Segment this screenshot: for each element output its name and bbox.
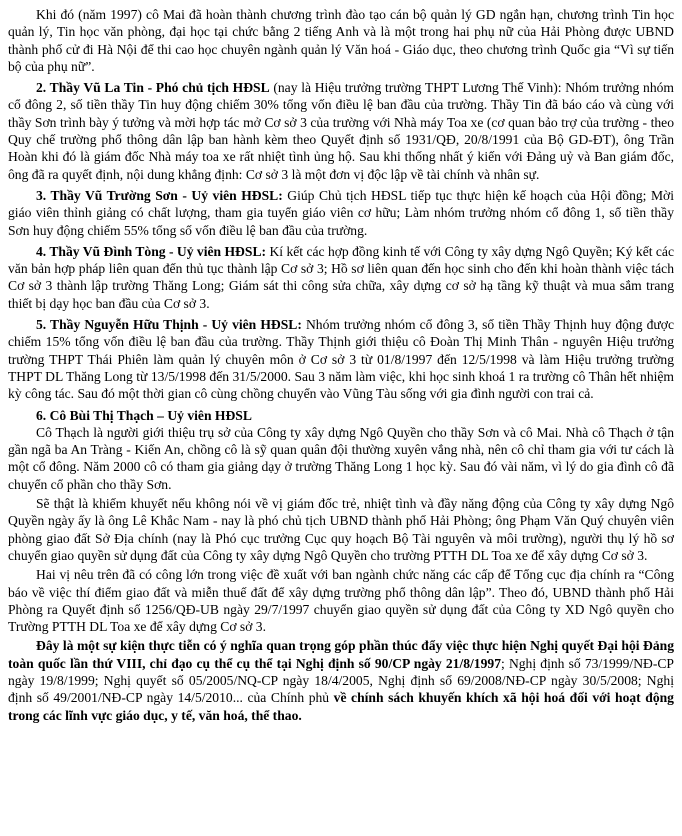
section-6-paragraph-3: Hai vị nêu trên đã có công lớn trong việc đề xuất với ban ngành chức năng các cấp để Tổng cục địa chính ra “Công báo về việc thí điểm giao đất và miễn thuế đất để xây dựng trường phổ thông dân lập”. Theo đó, UBND thành phố Hải Phòng ra Quyết định số 1256/QĐ-UB ngày 29/7/1997 chuyển giao quyền sử dụng đất của Công ty XD Ngô quyền cho Trường PTTH DL Toa xe để xây dựng Cơ sở 3.	[8, 567, 674, 635]
section-6-paragraph-2: Sẽ thật là khiếm khuyết nếu không nói về vị giám đốc trẻ, nhiệt tình và đầy năng động của Công ty xây dựng Ngô Quyền ngày ấy là ông Lê Khắc Nam - nay là phó chủ tịch UBND thành phố Hải Phòng; ông Phạm Văn Quý chuyên viên phòng giao đất Sở Địa chính (nay là Phó cục trưởng Cục quy hoạch Bộ Tài nguyên và môi trường), người thụ lý hồ sơ chuyển giao quyền sử dụng đất của Công ty xây dựng Ngô Quyền cho trường PTTH DL Toa xe để xây dựng Cơ sở 3.	[8, 496, 674, 563]
section-3-text: Giúp Chủ tịch HĐSL tiếp tục thực hiện kế hoạch của Hội đồng; Mời giáo viên thỉnh giảng có chất lượng, tham gia tuyển giáo viên cơ hữu; Làm nhóm trưởng nhóm cổ đông 1, số tiền thầy Sơn huy động chiếm 55% tổng số vốn điều lệ ban đầu của trường.	[8, 187, 674, 238]
closing-paragraph	[8, 637, 674, 723]
section-2-paragraph	[8, 79, 674, 183]
section-3-paragraph	[8, 187, 674, 239]
closing-bold-2: về chính sách khuyến khích xã hội hoá đối với hoạt động trong các lĩnh vực giáo dục, y tế, văn hoá, thể thao.	[8, 690, 674, 723]
section-4-heading: 4. Thầy Vũ Đình Tòng - Uỷ viên HĐSL:	[36, 243, 267, 259]
section-6-heading: 6. Cô Bùi Thị Thạch – Uỷ viên HĐSL	[36, 407, 252, 423]
section-2-text: (nay là Hiệu trưởng trường THPT Lương Thế Vinh): Nhóm trưởng nhóm cổ đông 2, số tiền thầy Tin huy động chiếm 30% tổng vốn điều lệ ban đầu của trường. Thầy Tin đã báo cáo và cùng với thầy Sơn trình bày ý tưởng và mời hợp tác mở Cơ sở 3 của trường với Nhà máy Toa xe (cơ quan bảo trợ của trường - theo Quy chế trường phổ thông dân lập ban hành kèm theo Quyết định số 1931/QĐ, 20/8/1991 của Bộ GD-ĐT), ông Trần Hoàn khi đó là giám đốc Nhà máy toa xe rất nhiệt tình ủng hộ. Sau khi thống nhất ý kiến với Đảng uỷ và Ban giám đốc, ông đã ra quyết định, nội dung khẳng định: Cơ sở 3 là một đơn vị độc lập về tài chính và nhân sự.	[8, 80, 674, 182]
closing-bold-1: Đây là một sự kiện thực tiễn có ý nghĩa quan trọng góp phần thúc đẩy việc thực hiện Nghị quyết Đại hội Đảng toàn quốc lần thứ VIII, chỉ đạo cụ thể cụ thể tại Nghị định số 90/CP ngày 21/8/1997	[8, 638, 674, 671]
section-5-paragraph	[8, 316, 674, 402]
section-2-heading: 2. Thầy Vũ La Tin - Phó chủ tịch HĐSL	[36, 80, 270, 96]
section-6-paragraph-1: Cô Thạch là người giới thiệu trụ sở của Công ty xây dựng Ngô Quyền cho thầy Sơn và cô Mai. Nhà cô Thạch ở tận gần ngã ba An Tràng - Kiến An, chồng cô là sỹ quan quân đội thường xuyên vắng nhà, nên cô chỉ tham gia với tư cách là một cổ đông. Năm 2000 cô có tham gia giảng dạy ở trường Thăng Long 1 học kỳ. Sau đó vài năm, vì lý do gia đình cô đã chuyển cổ phần cho thầy Sơn.	[8, 424, 674, 492]
section-4-paragraph	[8, 243, 674, 312]
section-5-heading: 5. Thầy Nguyễn Hữu Thịnh - Uỷ viên HĐSL:	[36, 317, 302, 333]
section-4-text: Kí kết các hợp đồng kinh tế với Công ty xây dựng Ngô Quyền; Ký kết các văn bản hợp pháp liên quan đến thủ tục thành lập Cơ sở 3; Hồ sơ liên quan đến học sinh cho đến khi hoàn thành việc tách Cơ sở 3 thành lập trường Thăng Long; Giám sát thi công sửa chữa, xây dựng cơ sở hạ tầng kỹ thuật và mua sắm trang thiết bị dạy học ban đầu của Cơ sở 3.	[8, 243, 674, 311]
section-3-heading: 3. Thầy Vũ Trường Sơn - Uỷ viên HĐSL:	[36, 187, 283, 203]
section-6-heading-line	[8, 407, 674, 424]
intro-paragraph: Khi đó (năm 1997) cô Mai đã hoàn thành chương trình đào tạo cán bộ quản lý GD ngắn hạn, chương trình Tin học quản lý, Tin học văn phòng, đại học tại chức bằng 2 tiếng Anh và là một trong hai phụ nữ của Hải Phòng được UBND thành phố cử đi Hà Nội để thi cao học chuyên ngành quản lý Văn hoá - Giáo dục, theo chương trình Quốc gia “Vì sự tiến bộ của phụ nữ”.	[8, 7, 674, 74]
section-5-text: Nhóm trưởng nhóm cổ đông 3, số tiền Thầy Thịnh huy động được chiếm 15% tổng vốn điều lệ ban đầu của trường. Thầy Thịnh giới thiệu cô Đoàn Thị Minh Thân - nguyên Hiệu trưởng trường THPT Thái Phiên làm quản lý chuyên môn ở Cơ sở 3 từ 01/8/1997 đến 12/5/1998 và làm Hiệu trưởng trường THPT DL Thăng Long từ 13/5/1998 đến 31/5/2000. Sau 3 năm làm việc, khi học sinh khoá 1 ra trường cô Thân hết nhiệm kỳ công tác. Sau đó một thời gian cô cùng chồng chuyển vào Vũng Tàu sống với gia đình người con trai cả.	[8, 317, 674, 402]
closing-normal-text: ; Nghị định số 73/1999/NĐ-CP ngày 19/8/1999; Nghị quyết số 05/2005/NQ-CP ngày 18/4/2005, Nghị định số 69/2008/NĐ-CP ngày 30/5/2008; Nghị định số 49/2001/NĐ-CP ngày 14/5/2010... của Chính phủ	[8, 655, 674, 706]
